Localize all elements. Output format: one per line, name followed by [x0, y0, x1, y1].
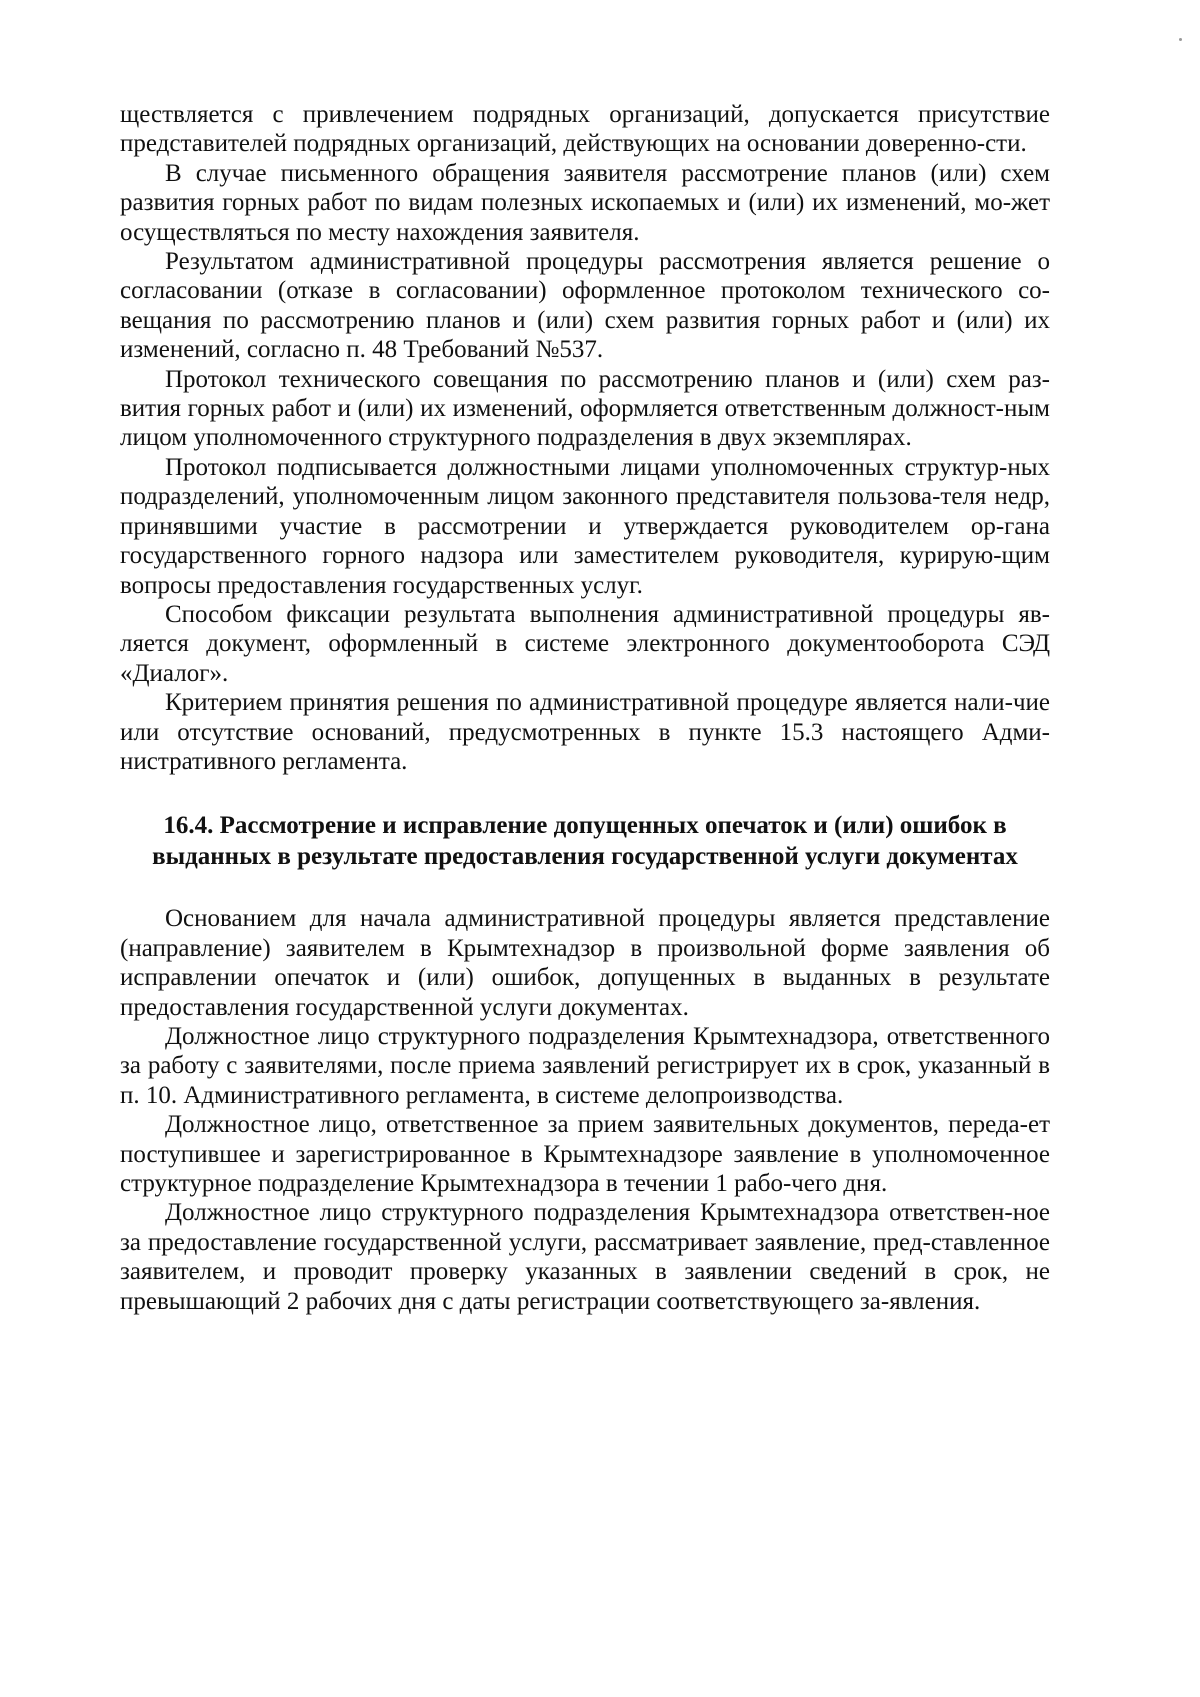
paragraph-procedure-result: Результатом административной процедуры рассмотрения является решение о согласовании (отказе в согласовании) оформленное протоколом технического со-вещания по рассмотрению планов и (или) схем развития горных работ и (или) их изменений, согласно п. 48 Требований №537.	[120, 248, 1050, 364]
document-page	[120, 100, 1050, 1316]
paragraph-review: Должностное лицо структурного подразделения Крымтехнадзора ответствен-ное за предоставление государственной услуги, рассматривает заявление, пред-ставленное заявителем, и проводит проверку указанных в заявлении сведений в срок, не превышающий 2 рабочих дня с даты регистрации соответствующего за-явления.	[120, 1199, 1050, 1315]
section-heading-16-4: 16.4. Рассмотрение и исправление допущенных опечаток и (или) ошибок в выданных в результате предоставления государственной услуги документах	[152, 812, 1018, 871]
scan-artifact	[1179, 38, 1182, 41]
paragraph-continuation: ществляется с привлечением подрядных организаций, допускается присутствие представителей подрядных организаций, действующих на основании доверенно-сти.	[120, 101, 1050, 158]
paragraph-transfer: Должностное лицо, ответственное за прием заявительных документов, переда-ет поступившее и зарегистрированное в Крымтехнадзоре заявление в уполномоченное структурное подразделение Крымтехнадзора в течении 1 рабо-чего дня.	[120, 1111, 1050, 1197]
paragraph-fixation-method: Способом фиксации результата выполнения административной процедуры яв-ляется документ, оформленный в системе электронного документооборота СЭД «Диалог».	[120, 600, 1050, 687]
paragraph-written-request: В случае письменного обращения заявителя рассмотрение планов (или) схем развития горных работ по видам полезных ископаемых и (или) их изменений, мо-жет осуществляться по месту нахождения заявителя.	[120, 159, 1050, 246]
paragraph-registration: Должностное лицо структурного подразделения Крымтехнадзора, ответственного за работу с заявителями, после приема заявлений регистрирует их в срок, указанный в п. 10. Административного регламента, в системе делопроизводства.	[120, 1022, 1050, 1109]
paragraph-protocol-signing: Протокол подписывается должностными лицами уполномоченных структур-ных подразделений, уполномоченным лицом законного представителя пользова-теля недр, принявшими участие в рассмотрении и утверждается руководителем ор-гана государственного горного надзора или заместителем руководителя, курирую-щим вопросы предоставления государственных услуг.	[120, 453, 1050, 599]
paragraph-decision-criterion: Критерием принятия решения по административной процедуре является нали-чие или отсутствие оснований, предусмотренных в пункте 15.3 настоящего Адми-нистративного регламента.	[120, 689, 1050, 775]
paragraph-protocol-formation: Протокол технического совещания по рассмотрению планов и (или) схем раз-вития горных работ и (или) их изменений, оформляется ответственным должност-ным лицом уполномоченного структурного подразделения в двух экземплярах.	[120, 365, 1050, 452]
paragraph-procedure-basis: Основанием для начала административной процедуры является представление (направление) заявителем в Крымтехнадзор в произвольной форме заявления об исправлении опечаток и (или) ошибок, допущенных в выданных в результате предоставления государственной услуги документах.	[120, 905, 1050, 1021]
